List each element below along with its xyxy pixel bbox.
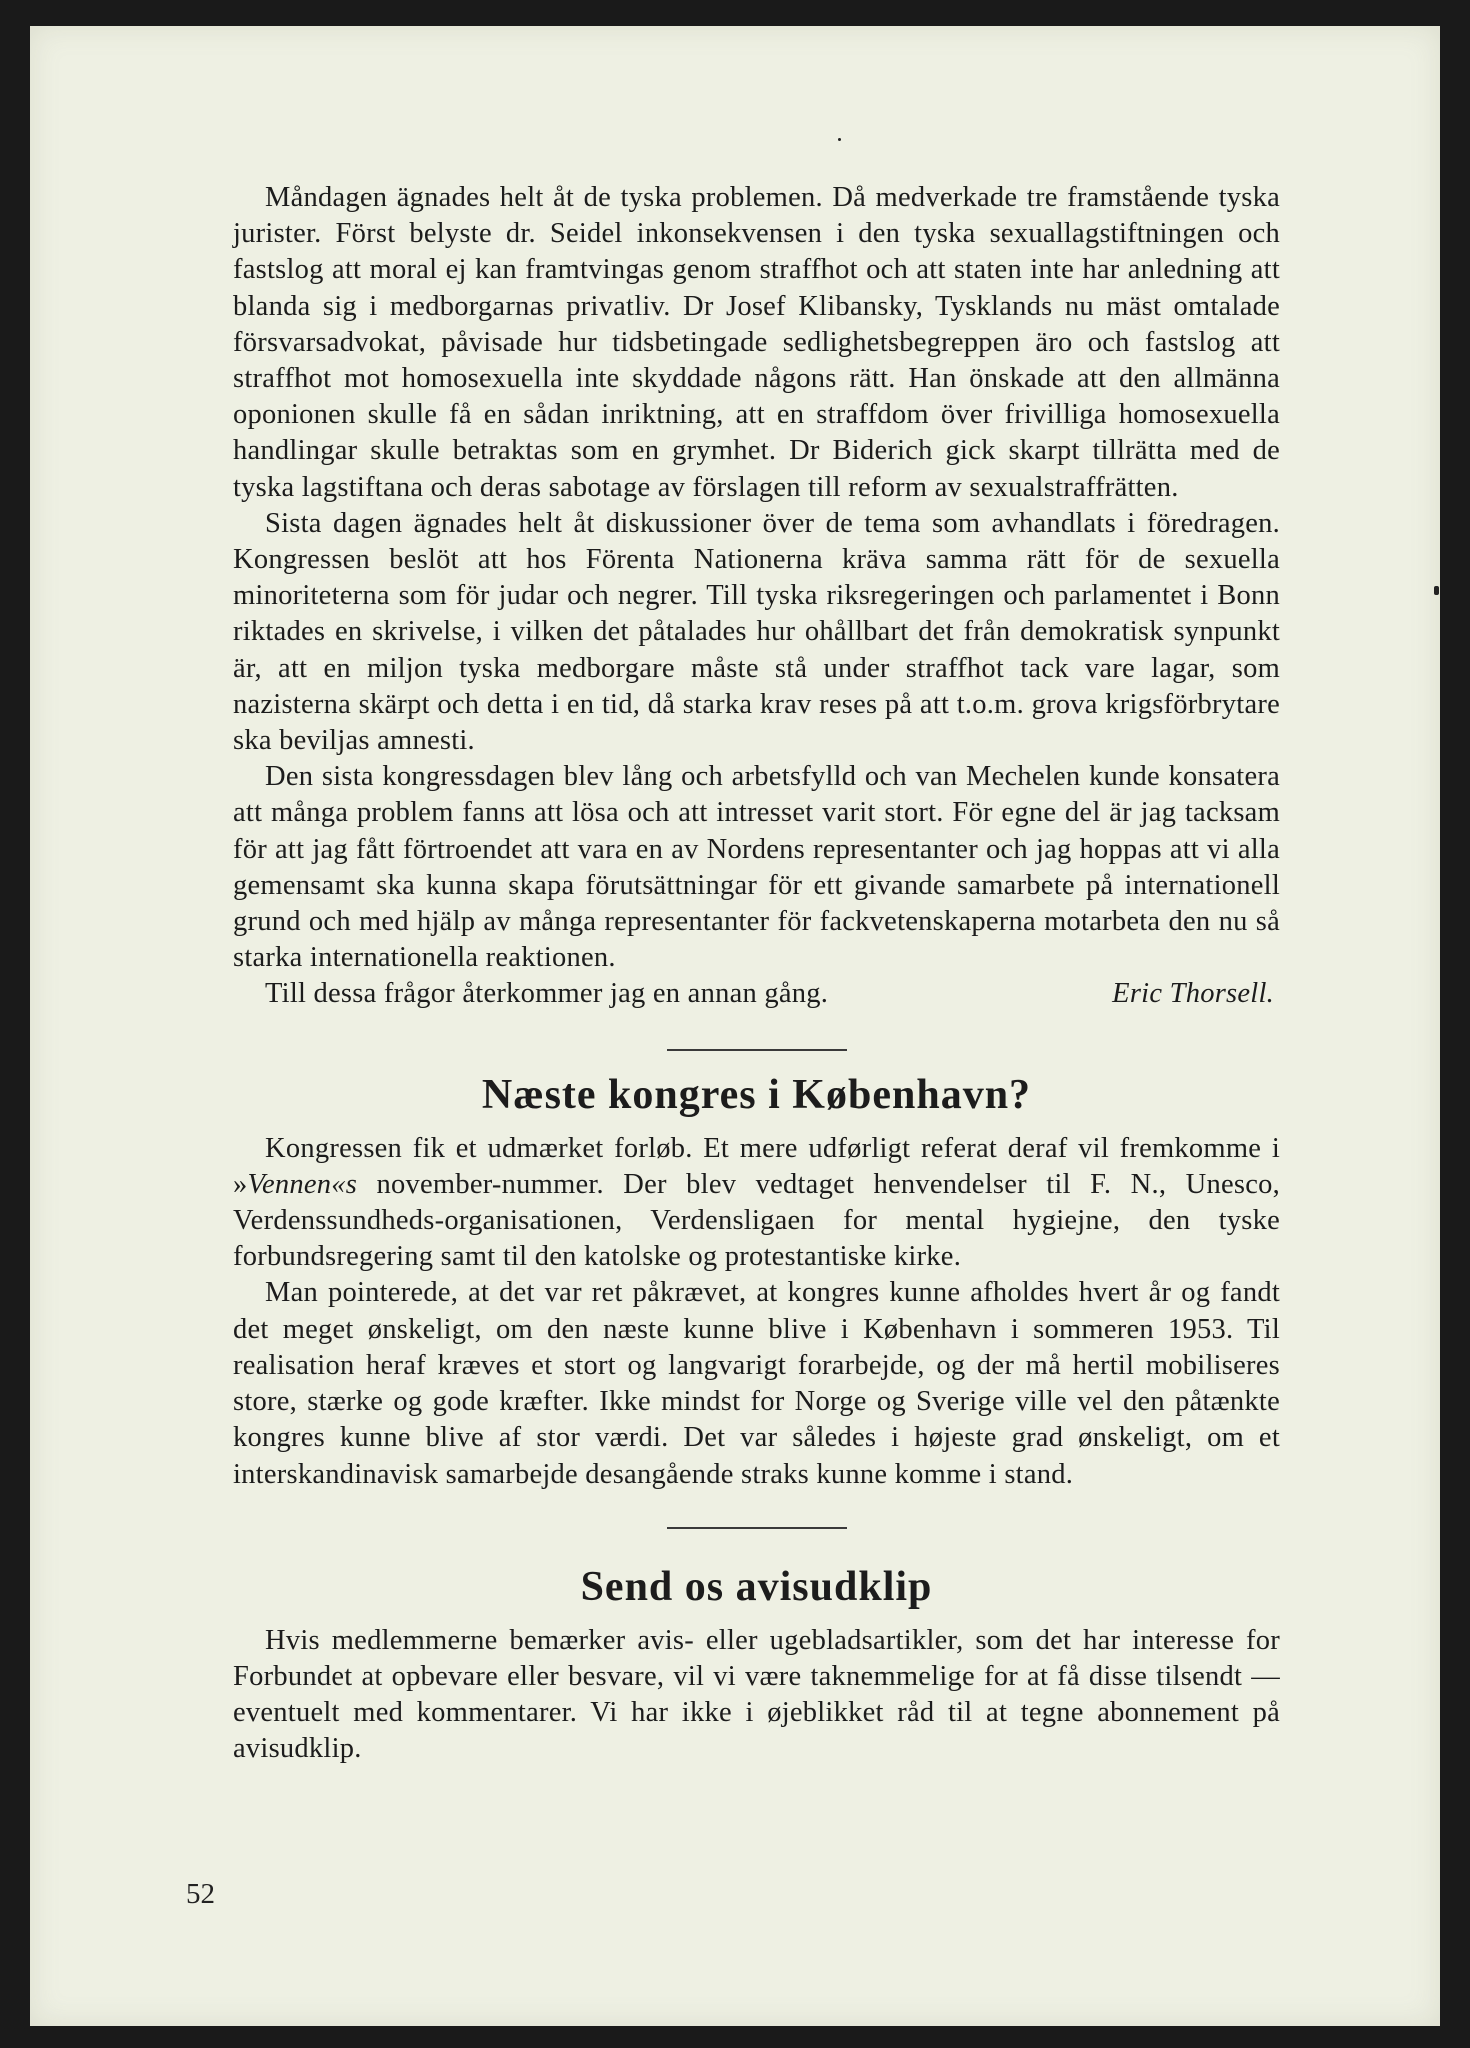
clippings-notice bbox=[233, 1623, 1280, 1768]
paragraph: Måndagen ägnades helt åt de tyska problemen. Då medverkade tre framstående tyska jurister. Först belyste dr. Seidel inkonsekvensen i den tyska sexuallagstiftningen och fastslog att moral ej kan framtvingas genom straffhot och att staten inte har anledning att blanda sig i medborgarnas privatliv. Dr Josef Klibansky, Tysklands nu mäst omtalade försvarsadvokat, påvisade hur tidsbetingade sedlighetsbegreppen äro och fastslog att straffhot mot homosexuella inte skyddade någons rätt. Han önskade att den allmänna oponionen skulle få en sådan inriktning, att en straffdom över frivilliga homosexuella handlingar skulle betraktas som en grymhet. Dr Biderich gick skarpt tillrätta med de tyska lagstiftana och deras sabotage av förslagen till reform av sexualstraffrätten. bbox=[233, 182, 1280, 503]
paragraph: Man pointerede, at det var ret påkrævet, at kongres kunne afholdes hvert år og fandt det meget ønskeligt, om den næste kunne blive i København i sommeren 1953. Til realisation heraf kræves et stort og langvarigt forarbejde, og der må hertil mobiliseres store, stærke og gode kræfter. Ikke mindst for Norge og Sverige ville vel den påtænkte kongres kunne blive af stor værdi. Det var således i højeste grad ønskeligt, om et interskandinavisk samarbejde desangående straks kunne komme i stand. bbox=[233, 1277, 1280, 1490]
paragraph: Hvis medlemmerne bemærker avis- eller ugebladsartikler, som det har interesse for Forbundet at opbevare eller besvare, vil vi være taknemmelige for at få disse tilsendt — eventuelt med kommentarer. Vi har ikke i øjeblikket råd til at tegne abonnement på avisudklip. bbox=[233, 1624, 1280, 1765]
section-heading-clippings: Send os avisudklip bbox=[580, 1563, 933, 1610]
paper-speck bbox=[1434, 586, 1439, 595]
paragraph-text: november-nummer. Der blev vedtaget henvendelser til F. N., Unesco, Verdenssundheds-organisationen, Verdensligaen for mental hygiejne, den tyske forbundsregering samt til den katolske og protestantiske kirke. bbox=[233, 1168, 1280, 1273]
author-signature: Eric Thorsell. bbox=[1112, 978, 1274, 1010]
paragraph: Sista dagen ägnades helt åt diskussioner över de tema som avhandlats i föredragen. Kongressen beslöt att hos Förenta Nationerna kräva samma rätt för de sexuella minoriteterna som för judar och negrer. Till tyska riksregeringen och parlamentet i Bonn riktades en skrivelse, i vilken det påtalades hur ohållbart det från demokratisk synpunkt är, att en miljon tyska medborgare måste stå under straffhot tack vare lagar, som nazisterna skärpt och detta i en tid, då starka krav reses på att t.o.m. grova krigsförbrytare ska beviljas amnesti. bbox=[233, 507, 1280, 757]
closing-text: Till dessa frågor återkommer jag en annan gång. bbox=[265, 978, 829, 1010]
section-divider bbox=[667, 1049, 847, 1051]
paragraph-text: Kongressen fik et udmærket forløb. Et mere udførligt referat deraf vil fremkomme i » bbox=[233, 1132, 1280, 1200]
closing-line bbox=[233, 976, 1280, 1012]
section-heading-next-congress: Næste kongres i København? bbox=[481, 1071, 1032, 1118]
paragraph: Den sista kongressdagen blev lång och arbetsfylld och van Mechelen kunde konsatera att många problem fanns att lösa och att intresset varit stort. För egne del är jag tacksam för att jag fått förtroendet att vara en av Nordens representanter och jag hoppas att vi alla gemensamt ska kunna skapa förutsättningar för ett givande samarbete på internationell grund och med hjälp av många representanter för fackvetenskaperna motarbeta den nu så starka internationella reaktionen. bbox=[233, 761, 1280, 974]
page-number: 52 bbox=[186, 1878, 215, 1910]
danish-article bbox=[233, 1131, 1280, 1493]
swedish-article bbox=[233, 180, 1280, 1013]
paper-speck bbox=[838, 138, 841, 141]
text-column bbox=[233, 180, 1280, 1768]
magazine-title: Vennen«s bbox=[247, 1168, 358, 1200]
section-divider bbox=[667, 1527, 847, 1529]
paragraph bbox=[233, 1131, 1280, 1276]
